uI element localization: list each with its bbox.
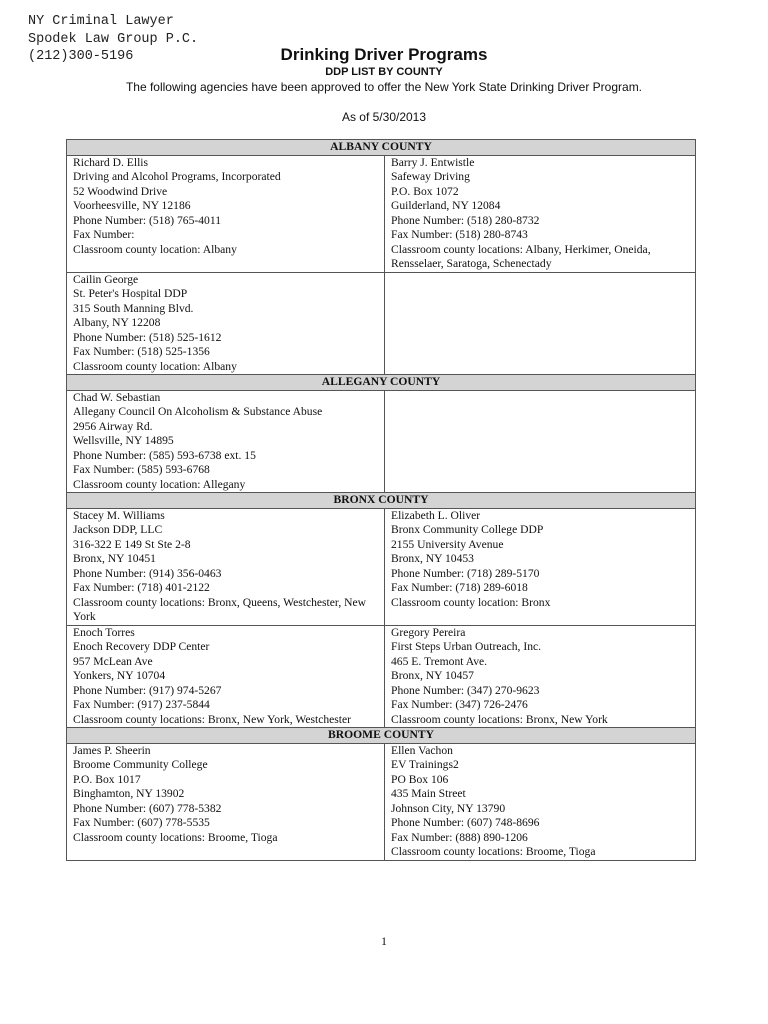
agency-line: Fax Number: (585) 593-6768 bbox=[73, 463, 210, 476]
agency-line: Bronx Community College DDP bbox=[391, 523, 544, 536]
agency-line: Fax Number: (888) 890-1206 bbox=[391, 830, 528, 844]
agency-line: Barry J. Entwistle bbox=[391, 155, 475, 169]
agency-line: Phone Number: (917) 974-5267 bbox=[73, 683, 222, 697]
agency-line: Gregory Pereira bbox=[391, 625, 466, 639]
agency-line: Classroom county locations: Albany, Herkimer, Oneida, Rensselaer, Saratoga, Schenectady bbox=[391, 242, 651, 270]
agency-line: Fax Number: (718) 289-6018 bbox=[391, 581, 528, 594]
agency-line: 957 McLean Ave bbox=[73, 654, 153, 668]
agency-entry bbox=[67, 272, 385, 375]
agency-entry bbox=[385, 155, 696, 272]
agency-line: First Steps Urban Outreach, Inc. bbox=[391, 640, 542, 653]
agency-line: 2155 University Avenue bbox=[391, 537, 504, 551]
county-header-row bbox=[67, 140, 696, 156]
agency-line: Broome Community College bbox=[73, 758, 208, 771]
agency-line: P.O. Box 1017 bbox=[73, 772, 141, 786]
page-title: Drinking Driver Programs bbox=[280, 45, 488, 64]
agency-line: Jackson DDP, LLC bbox=[73, 523, 163, 536]
table-row bbox=[67, 272, 696, 375]
page-number: 1 bbox=[381, 934, 387, 948]
agency-entry bbox=[385, 508, 696, 625]
agency-line: Richard D. Ellis bbox=[73, 155, 149, 169]
agency-line: Fax Number: (347) 726-2476 bbox=[391, 698, 528, 711]
agency-line: Safeway Driving bbox=[391, 170, 470, 183]
agency-line: Classroom county location: Allegany bbox=[73, 477, 246, 491]
agency-line: Johnson City, NY 13790 bbox=[391, 801, 506, 815]
agency-line: Fax Number: (607) 778-5535 bbox=[73, 816, 210, 829]
agency-line: Fax Number: bbox=[73, 228, 135, 241]
county-name: ALBANY COUNTY bbox=[67, 140, 696, 156]
agency-line: Bronx, NY 10453 bbox=[391, 552, 474, 565]
agency-line: Ellen Vachon bbox=[391, 743, 453, 757]
agency-line: P.O. Box 1072 bbox=[391, 184, 459, 198]
agency-line: James P. Sheerin bbox=[73, 743, 151, 757]
county-header-row bbox=[67, 493, 696, 509]
agency-line: 435 Main Street bbox=[391, 787, 466, 800]
county-header-row bbox=[67, 728, 696, 744]
agency-line: 52 Woodwind Drive bbox=[73, 184, 168, 198]
agency-line: 315 South Manning Blvd. bbox=[73, 301, 194, 315]
agency-entry bbox=[67, 390, 385, 493]
agency-entry bbox=[67, 625, 385, 728]
agency-line: Enoch Torres bbox=[73, 625, 135, 639]
agency-line: Classroom county location: Bronx bbox=[391, 595, 551, 609]
agency-entry bbox=[385, 743, 696, 860]
agency-line: Classroom county locations: Bronx, New York, Westchester bbox=[73, 712, 352, 726]
ddp-county-table bbox=[66, 139, 696, 861]
agency-entry bbox=[67, 743, 385, 860]
agency-line: Elizabeth L. Oliver bbox=[391, 508, 481, 522]
table-row bbox=[67, 743, 696, 860]
agency-line: Yonkers, NY 10704 bbox=[73, 669, 166, 682]
agency-line: Bronx, NY 10451 bbox=[73, 552, 156, 565]
agency-line: Phone Number: (347) 270-9623 bbox=[391, 683, 540, 697]
agency-line: Cailin George bbox=[73, 272, 139, 286]
agency-entry bbox=[385, 625, 696, 728]
agency-line: Classroom county locations: Broome, Tioga bbox=[73, 830, 278, 844]
agency-line: Fax Number: (718) 401-2122 bbox=[73, 581, 210, 594]
agency-line: Phone Number: (518) 280-8732 bbox=[391, 213, 540, 227]
agency-line: Classroom county locations: Bronx, Queens, Westchester, New York bbox=[73, 595, 367, 623]
county-name: ALLEGANY COUNTY bbox=[67, 375, 696, 391]
agency-line: Enoch Recovery DDP Center bbox=[73, 640, 210, 653]
county-name: BRONX COUNTY bbox=[67, 493, 696, 509]
agency-line: Fax Number: (518) 525-1356 bbox=[73, 345, 210, 358]
agency-line: 465 E. Tremont Ave. bbox=[391, 654, 488, 668]
agency-line: EV Trainings2 bbox=[391, 758, 459, 771]
as-of-date: As of 5/30/2013 bbox=[341, 110, 427, 124]
stamp-line-3: (212)300-5196 bbox=[28, 49, 134, 64]
agency-line: Bronx, NY 10457 bbox=[391, 669, 474, 682]
county-name: BROOME COUNTY bbox=[67, 728, 696, 744]
agency-line: Classroom county location: Albany bbox=[73, 242, 237, 256]
table-row bbox=[67, 508, 696, 625]
agency-line: Phone Number: (518) 525-1612 bbox=[73, 330, 222, 344]
agency-entry bbox=[67, 508, 385, 625]
agency-line: Chad W. Sebastian bbox=[73, 390, 161, 404]
table-row bbox=[67, 155, 696, 272]
agency-line: Stacey M. Williams bbox=[73, 508, 165, 522]
table-row bbox=[67, 625, 696, 728]
agency-line: Phone Number: (914) 356-0463 bbox=[73, 566, 222, 580]
intro-text: The following agencies have been approved to offer the New York State Drinking Driver Program. bbox=[125, 80, 643, 94]
agency-line: Guilderland, NY 12084 bbox=[391, 199, 501, 212]
agency-line: Wellsville, NY 14895 bbox=[73, 434, 174, 447]
agency-line: Albany, NY 12208 bbox=[73, 316, 161, 329]
table-row bbox=[67, 390, 696, 493]
agency-entry bbox=[67, 155, 385, 272]
agency-line: Binghamton, NY 13902 bbox=[73, 787, 185, 800]
stamp-line-2: Spodek Law Group P.C. bbox=[28, 31, 199, 47]
empty-cell bbox=[385, 390, 696, 493]
agency-line: PO Box 106 bbox=[391, 772, 449, 786]
agency-line: Classroom county location: Albany bbox=[73, 359, 237, 373]
page-subtitle: DDP LIST BY COUNTY bbox=[325, 66, 443, 78]
agency-line: Classroom county locations: Broome, Tioga bbox=[391, 845, 596, 858]
agency-line: 2956 Airway Rd. bbox=[73, 419, 153, 433]
agency-line: Phone Number: (518) 765-4011 bbox=[73, 213, 222, 227]
agency-line: Classroom county locations: Bronx, New York bbox=[391, 712, 608, 726]
agency-line: 316-322 E 149 St Ste 2-8 bbox=[73, 537, 191, 551]
agency-line: Voorheesville, NY 12186 bbox=[73, 199, 191, 212]
empty-cell bbox=[385, 272, 696, 375]
agency-line: Phone Number: (607) 778-5382 bbox=[73, 801, 222, 815]
agency-line: St. Peter's Hospital DDP bbox=[73, 287, 188, 300]
agency-line: Phone Number: (585) 593-6738 ext. 15 bbox=[73, 448, 256, 462]
agency-line: Fax Number: (917) 237-5844 bbox=[73, 698, 210, 711]
agency-line: Driving and Alcohol Programs, Incorporated bbox=[73, 170, 281, 183]
county-header-row bbox=[67, 375, 696, 391]
agency-line: Phone Number: (718) 289-5170 bbox=[391, 566, 540, 580]
agency-line: Allegany Council On Alcoholism & Substance Abuse bbox=[73, 405, 323, 418]
agency-line: Fax Number: (518) 280-8743 bbox=[391, 228, 528, 241]
agency-line: Phone Number: (607) 748-8696 bbox=[391, 816, 540, 829]
stamp-line-1: NY Criminal Lawyer bbox=[28, 14, 174, 29]
